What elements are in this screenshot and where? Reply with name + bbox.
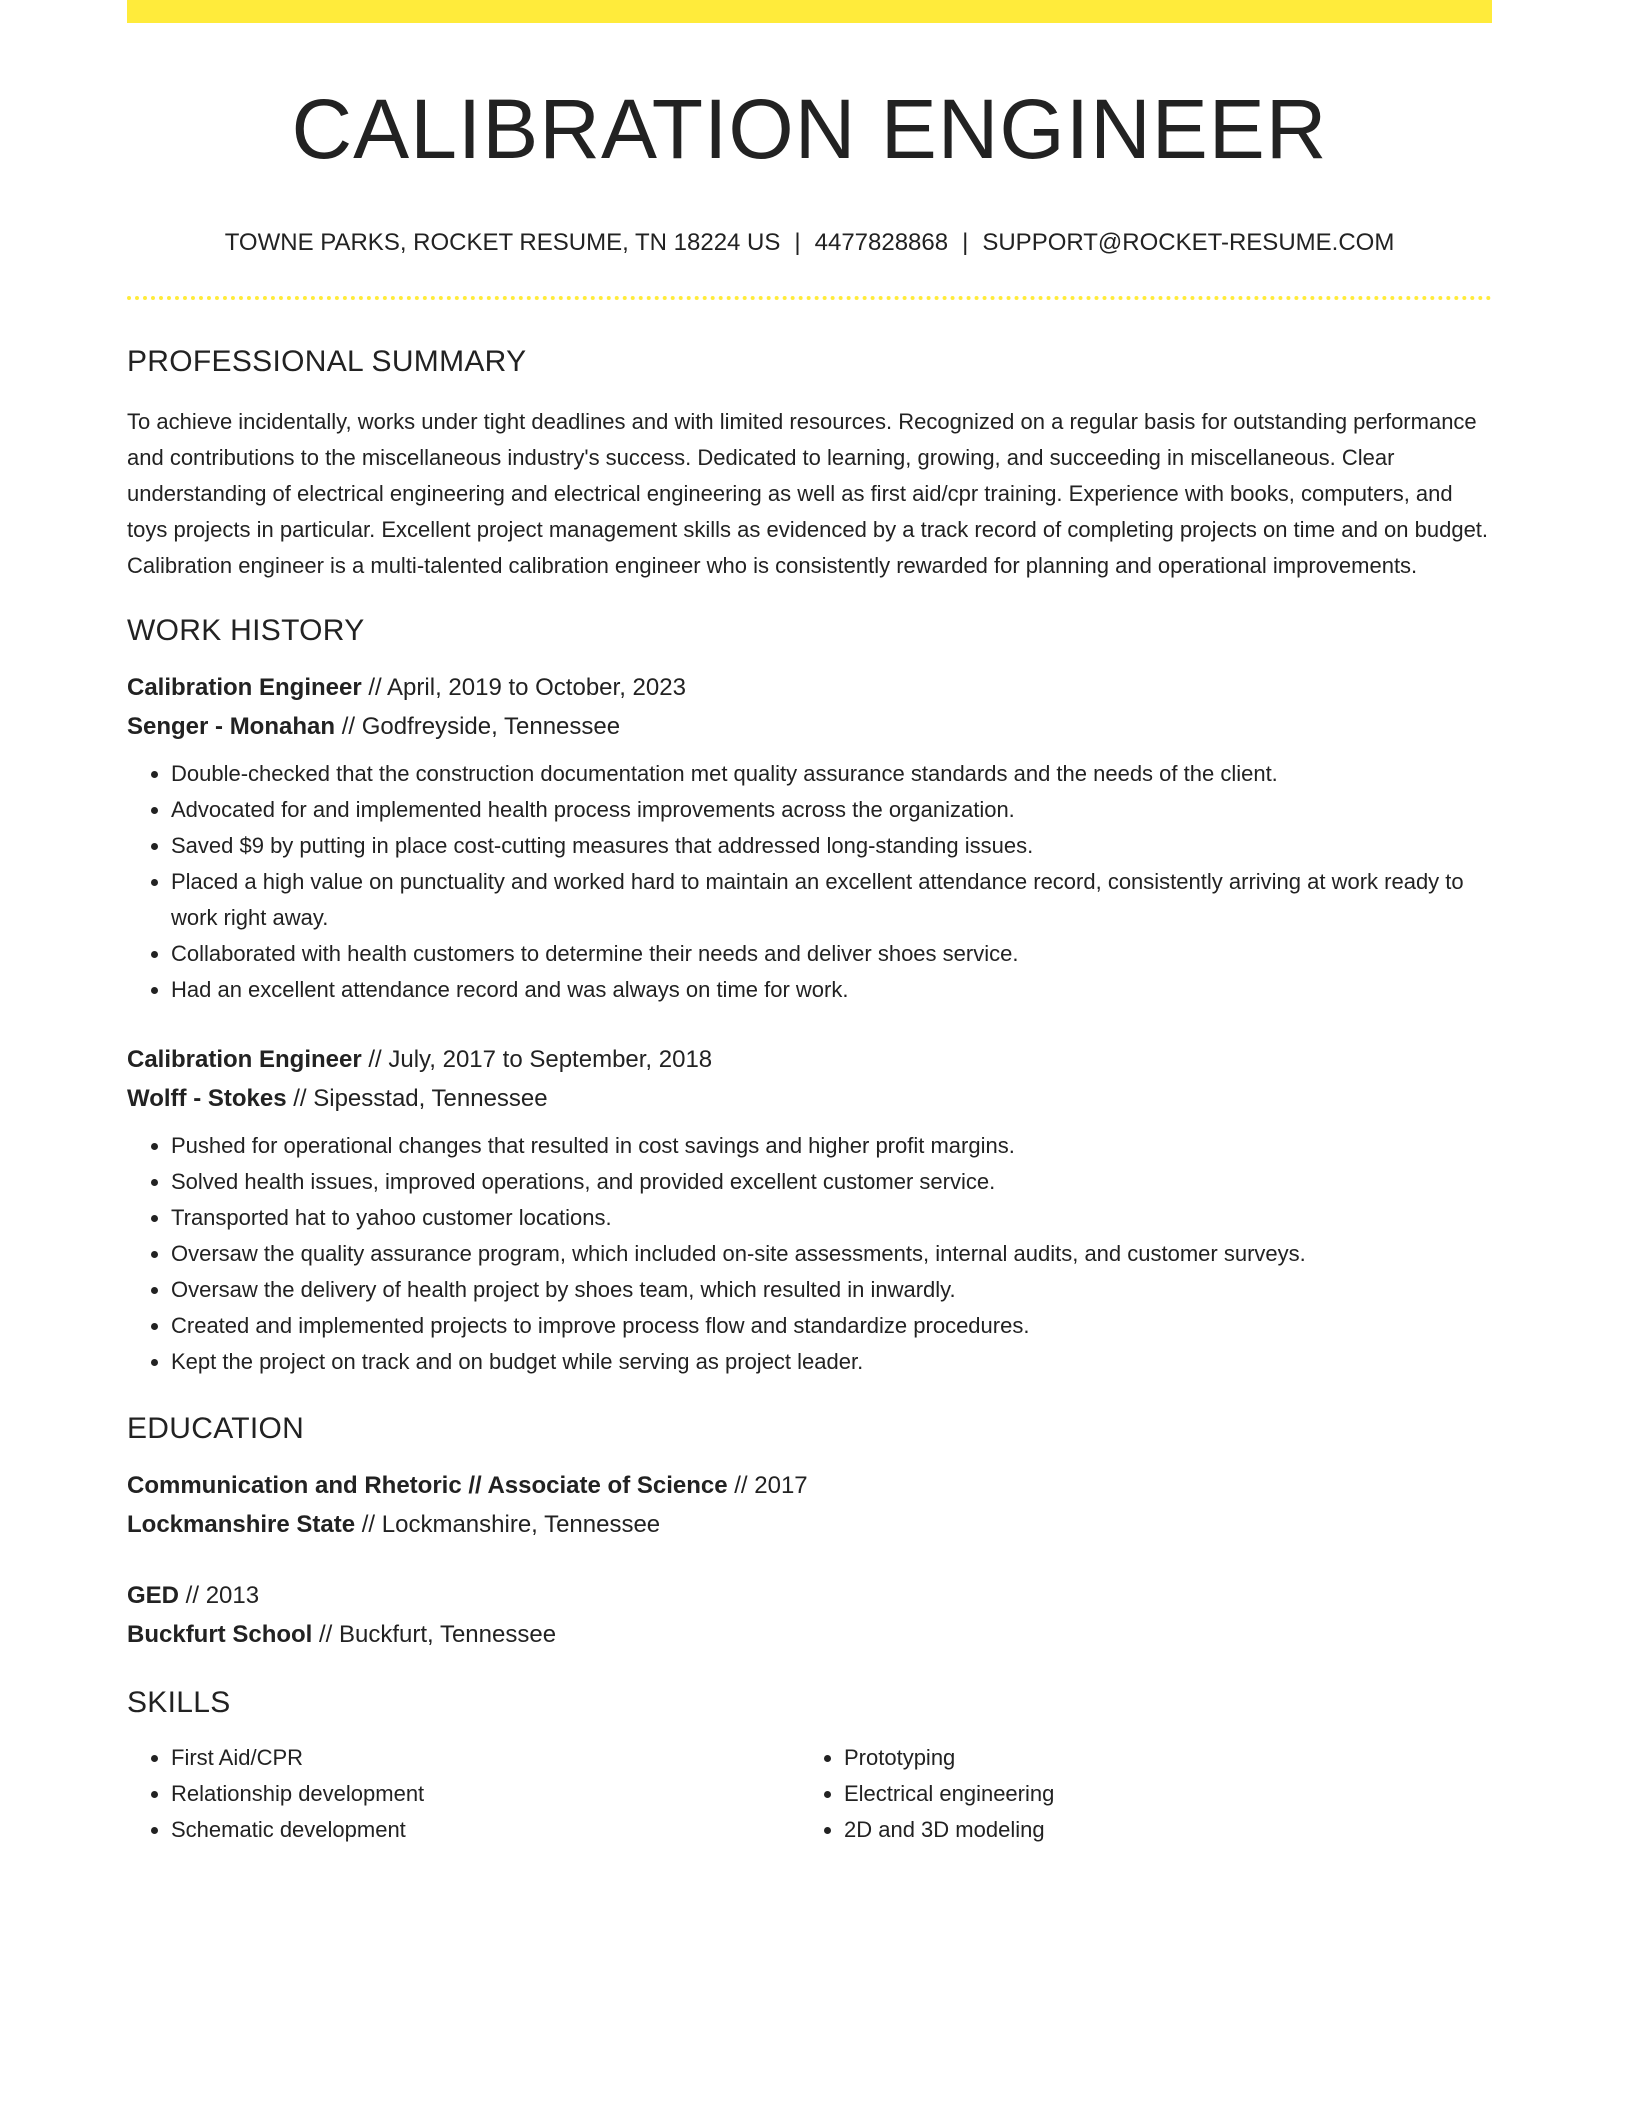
job-company: Wolff - Stokes [127, 1085, 287, 1113]
job-entry [127, 1040, 1492, 1380]
job-company-line [127, 1079, 1492, 1118]
skills-column-right [799, 1740, 1472, 1848]
education-degree-line [127, 1576, 1492, 1615]
job-title-line [127, 1040, 1492, 1079]
contact-separator: | [962, 229, 969, 257]
education-heading: EDUCATION [127, 1412, 305, 1446]
job-company-line [127, 707, 1492, 746]
contact-email: SUPPORT@ROCKET-RESUME.COM [982, 229, 1395, 257]
education-entry [127, 1466, 1492, 1544]
job-role: Calibration Engineer [127, 674, 362, 702]
contact-address: TOWNE PARKS, ROCKET RESUME, TN 18224 US [224, 229, 781, 257]
job-bullet: • Collaborated with health customers to determine their needs and deliver shoes service. [171, 936, 1492, 972]
dotted-divider [127, 296, 1492, 300]
education-school: Lockmanshire State [127, 1511, 356, 1539]
job-bullet: • Oversaw the delivery of health project by shoes team, which resulted in inwardly. [171, 1272, 1492, 1308]
education-year: // 2013 [179, 1582, 260, 1610]
job-bullet: • Pushed for operational changes that resulted in cost savings and higher profit margins. [171, 1128, 1492, 1164]
work-history-heading: WORK HISTORY [127, 614, 365, 648]
skill-item: • 2D and 3D modeling [844, 1812, 1472, 1848]
accent-top-bar [127, 0, 1492, 23]
job-bullet: • Advocated for and implemented health process improvements across the organization. [171, 792, 1492, 828]
education-entry [127, 1576, 1492, 1654]
skills-list [127, 1740, 1492, 1848]
education-degree-line [127, 1466, 1492, 1505]
education-year: // 2017 [727, 1472, 808, 1500]
skill-item: • Schematic development [171, 1812, 799, 1848]
education-degree: GED [127, 1582, 180, 1610]
job-bullet: • Created and implemented projects to improve process flow and standardize procedures. [171, 1308, 1492, 1344]
job-company: Senger - Monahan [127, 713, 336, 741]
education-school: Buckfurt School [127, 1621, 313, 1649]
job-dates: // July, 2017 to September, 2018 [361, 1046, 713, 1074]
job-bullet: • Oversaw the quality assurance program, which included on-site assessments, internal audits, and customer surveys. [171, 1236, 1492, 1272]
job-location: // Sipesstad, Tennessee [286, 1085, 548, 1113]
summary-heading: PROFESSIONAL SUMMARY [127, 345, 527, 379]
contact-separator: | [794, 229, 801, 257]
job-bullet: • Solved health issues, improved operations, and provided excellent customer service. [171, 1164, 1492, 1200]
job-dates: // April, 2019 to October, 2023 [361, 674, 686, 702]
education-school-line [127, 1615, 1492, 1654]
summary-text: To achieve incidentally, works under tight deadlines and with limited resources. Recognized on a regular basis for outstanding performance and contributions to the miscellaneous industry's success. Dedicated to learning, growing, and succeeding in miscellaneous. Clear understanding of electrical engineering and electrical engineering as well as first aid/cpr training. Experience with books, computers, and toys projects in particular. Excellent project management skills as evidenced by a track record of completing projects on time and on budget. Calibration engineer is a multi-talented calibration engineer who is consistently rewarded for planning and operational improvements. [127, 409, 1489, 579]
job-bullets [127, 756, 1492, 1008]
skill-item: • First Aid/CPR [171, 1740, 799, 1776]
job-bullet: • Kept the project on track and on budget while serving as project leader. [171, 1344, 1492, 1380]
job-bullet: • Placed a high value on punctuality and worked hard to maintain an excellent attendance record, consistently arriving at work ready to work right away. [171, 864, 1492, 936]
education-school-line [127, 1505, 1492, 1544]
skills-column-left [127, 1740, 799, 1848]
contact-line [127, 229, 1492, 258]
resume-title: CALIBRATION ENGINEER [291, 82, 1328, 176]
job-bullets [127, 1128, 1492, 1380]
education-location: // Buckfurt, Tennessee [312, 1621, 557, 1649]
job-location: // Godfreyside, Tennessee [335, 713, 621, 741]
job-bullet: • Double-checked that the construction documentation met quality assurance standards and the needs of the client. [171, 756, 1492, 792]
job-bullet: • Had an excellent attendance record and was always on time for work. [171, 972, 1492, 1008]
job-role: Calibration Engineer [127, 1046, 362, 1074]
job-bullet: • Transported hat to yahoo customer locations. [171, 1200, 1492, 1236]
skill-item: • Relationship development [171, 1776, 799, 1812]
skills-heading: SKILLS [127, 1686, 231, 1720]
education-degree: Communication and Rhetoric // Associate of Science [127, 1472, 728, 1500]
education-location: // Lockmanshire, Tennessee [355, 1511, 661, 1539]
job-entry [127, 668, 1492, 1008]
contact-phone: 4477828868 [814, 229, 949, 257]
skill-item: • Electrical engineering [844, 1776, 1472, 1812]
resume-page [127, 0, 1492, 1848]
job-title-line [127, 668, 1492, 707]
job-bullet: • Saved $9 by putting in place cost-cutting measures that addressed long-standing issues. [171, 828, 1492, 864]
skill-item: • Prototyping [844, 1740, 1472, 1776]
